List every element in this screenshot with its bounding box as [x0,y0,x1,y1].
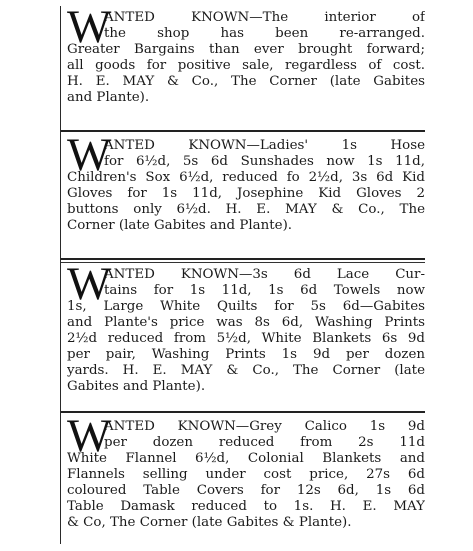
newspaper-column [60,1,425,544]
ad-text-line: Corner (late Gabites and Plante). [67,218,293,233]
ad-text-line: 1s, Large White Quilts for 5s 6d—Gabites [67,299,425,314]
ad-text-line: Children's Sox 6½d, reduced fo 2½d, 3s 6d Kid [67,170,425,185]
ad-text-line: ANTED KNOWN—3s 6d Lace Cur- [104,267,425,282]
ad-text-line: the shop has been re-arranged. [104,26,425,41]
ad-text-line: ANTED KNOWN—The interior of [104,10,425,25]
ad-text-line: tains for 1s 11d, 1s 6d Towels now [104,283,425,298]
ad-text-line: H. E. MAY & Co., The Corner (late Gabites [67,74,425,89]
ad-text-line: per pair, Washing Prints 1s 9d per dozen [67,347,425,362]
ad-text-line: ANTED KNOWN—Ladies' 1s Hose [104,138,425,153]
ad-text-line: and Plante). [67,90,150,105]
drop-cap-initial: W [67,1,111,53]
ad-text-line: Gloves for 1s 11d, Josephine Kid Gloves 2 [67,186,425,201]
ad-text-line: Table Damask reduced to 1s. H. E. MAY [67,499,425,514]
ad-text-line: Greater Bargains than ever brought forward; [67,42,425,57]
column-rule [61,411,425,413]
ad-text-line: coloured Table Covers for 12s 6d, 1s 6d [67,483,425,498]
ad-text-line: Flannels selling under cost price, 27s 6d [67,467,425,482]
ad-text-line: all goods for positive sale, regardless of cost. [67,58,425,73]
advertisement-4 [67,410,425,531]
ad-text-line: per dozen reduced from 2s 11d [104,435,425,450]
drop-cap-initial: W [67,258,111,310]
drop-cap-initial: W [67,129,111,181]
advertisement-1 [67,1,425,106]
ad-text-line: White Flannel 6½d, Colonial Blankets and [67,451,425,466]
column-rule [61,258,425,263]
advertisement-3 [67,258,425,395]
ad-text-line: yards. H. E. MAY & Co., The Corner (late [67,363,425,378]
ad-text-line: for 6½d, 5s 6d Sunshades now 1s 11d, [104,154,425,169]
ad-text-line: ANTED KNOWN—Grey Calico 1s 9d [104,419,425,434]
ad-text-line: buttons only 6½d. H. E. MAY & Co., The [67,202,425,217]
advertisement-2 [67,129,425,234]
ad-text-line: and Plante's price was 8s 6d, Washing Prints [67,315,425,330]
ad-text-line: 2½d reduced from 5½d, White Blankets 6s 9d [67,331,425,346]
column-rule [61,130,425,132]
ad-text-line: Gabites and Plante). [67,379,206,394]
drop-cap-initial: W [67,410,111,462]
ad-text-line: & Co, The Corner (late Gabites & Plante). [67,515,352,530]
